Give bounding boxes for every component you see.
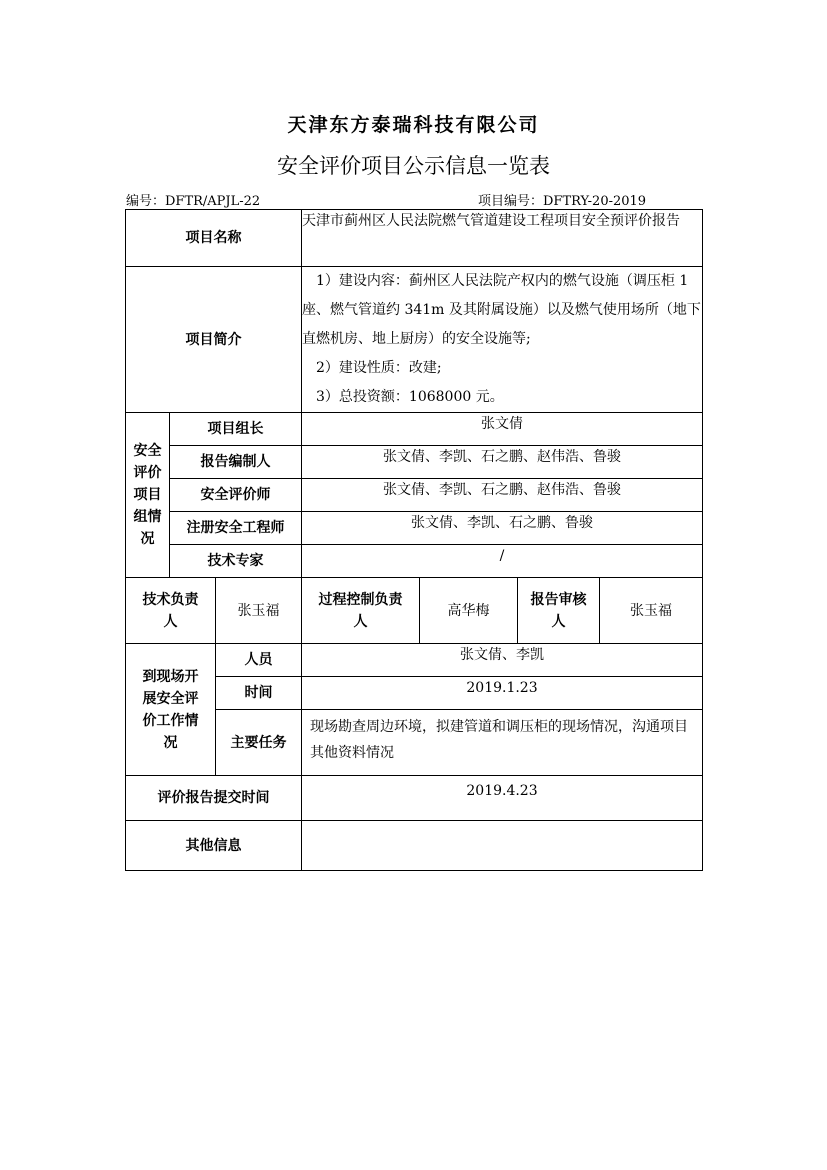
document-title: 安全评价项目公示信息一览表 [277, 154, 550, 178]
company-name: 天津东方泰瑞科技有限公司 [287, 114, 540, 136]
serial-number: 编号：DFTR/APJL-22 [126, 194, 261, 209]
team-people: 张文倩、李凯、石之鹏、鲁骏 [302, 512, 703, 545]
label-line: 技术负责 [142, 591, 199, 608]
team-role: 项目组长 [170, 413, 302, 446]
label-line: 人 [353, 613, 368, 630]
team-label-line: 项目 [133, 487, 162, 503]
label-line: 价工作情 [142, 712, 199, 729]
row-submit-time [126, 776, 703, 821]
site-task-value: 现场勘查周边环境，拟建管道和调压柜的现场情况，沟通项目其他资料情况 [302, 710, 703, 776]
submit-time-value: 2019.4.23 [302, 776, 703, 821]
site-people-value: 张文倩、李凯 [302, 644, 703, 677]
team-people: 张文倩、李凯、石之鹏、赵伟浩、鲁骏 [302, 446, 703, 479]
team-people: 张文倩 [302, 413, 703, 446]
label-line: 展安全评 [142, 690, 199, 707]
label-line: 到现场开 [142, 668, 199, 685]
team-role: 技术专家 [170, 545, 302, 578]
team-role: 安全评价师 [170, 479, 302, 512]
team-label-line: 组情 [133, 509, 162, 525]
brief-line: 2）建设性质：改建; [316, 360, 442, 376]
tech-lead-label [126, 578, 216, 644]
site-task-label: 主要任务 [216, 710, 302, 776]
team-row [126, 446, 703, 479]
project-number: 项目编号：DFTRY-20-2019 [478, 194, 647, 209]
project-name-value: 天津市蓟州区人民法院燃气管道建设工程项目安全预评价报告 [302, 210, 703, 267]
site-people-label: 人员 [216, 644, 302, 677]
team-role: 报告编制人 [170, 446, 302, 479]
label-line: 人 [163, 613, 178, 630]
brief-label: 项目简介 [126, 267, 302, 413]
label-line: 况 [163, 734, 178, 751]
team-role: 注册安全工程师 [170, 512, 302, 545]
other-info-label: 其他信息 [126, 821, 302, 871]
team-row [126, 545, 703, 578]
brief-line: 1）建设内容：蓟州区人民法院产权内的燃气设施（调压柜 1座、燃气管道约 341m 及其附属设施）以及燃气使用场所（地下直燃机房、地上厨房）的安全设施等; [302, 273, 701, 347]
site-row [126, 644, 703, 677]
team-label-line: 评价 [133, 465, 162, 481]
tech-lead-value: 张玉福 [216, 578, 302, 644]
other-info-value [302, 821, 703, 871]
submit-time-label: 评价报告提交时间 [126, 776, 302, 821]
info-table [125, 209, 703, 871]
row-project-name [126, 210, 703, 267]
row-project-brief [126, 267, 703, 413]
reviewer-value: 张玉福 [600, 578, 703, 644]
team-row [126, 413, 703, 446]
team-row [126, 512, 703, 545]
project-name-label: 项目名称 [126, 210, 302, 267]
site-time-value: 2019.1.23 [302, 677, 703, 710]
label-line: 过程控制负责 [318, 591, 403, 608]
process-control-value: 高华梅 [420, 578, 518, 644]
team-row [126, 479, 703, 512]
team-label-line: 况 [140, 531, 155, 547]
site-section-label [126, 644, 216, 776]
row-other-info [126, 821, 703, 871]
label-line: 报告审核 [530, 591, 587, 608]
label-line: 人 [551, 613, 566, 630]
brief-value [302, 267, 703, 413]
process-control-label [302, 578, 420, 644]
brief-line: 3）总投资额：1068000 元。 [316, 389, 504, 405]
team-people: 张文倩、李凯、石之鹏、赵伟浩、鲁骏 [302, 479, 703, 512]
team-label-line: 安全 [133, 443, 162, 459]
row-responsibles [126, 578, 703, 644]
team-people: / [302, 545, 703, 578]
reviewer-label [518, 578, 600, 644]
team-section-label [126, 413, 170, 578]
site-time-label: 时间 [216, 677, 302, 710]
